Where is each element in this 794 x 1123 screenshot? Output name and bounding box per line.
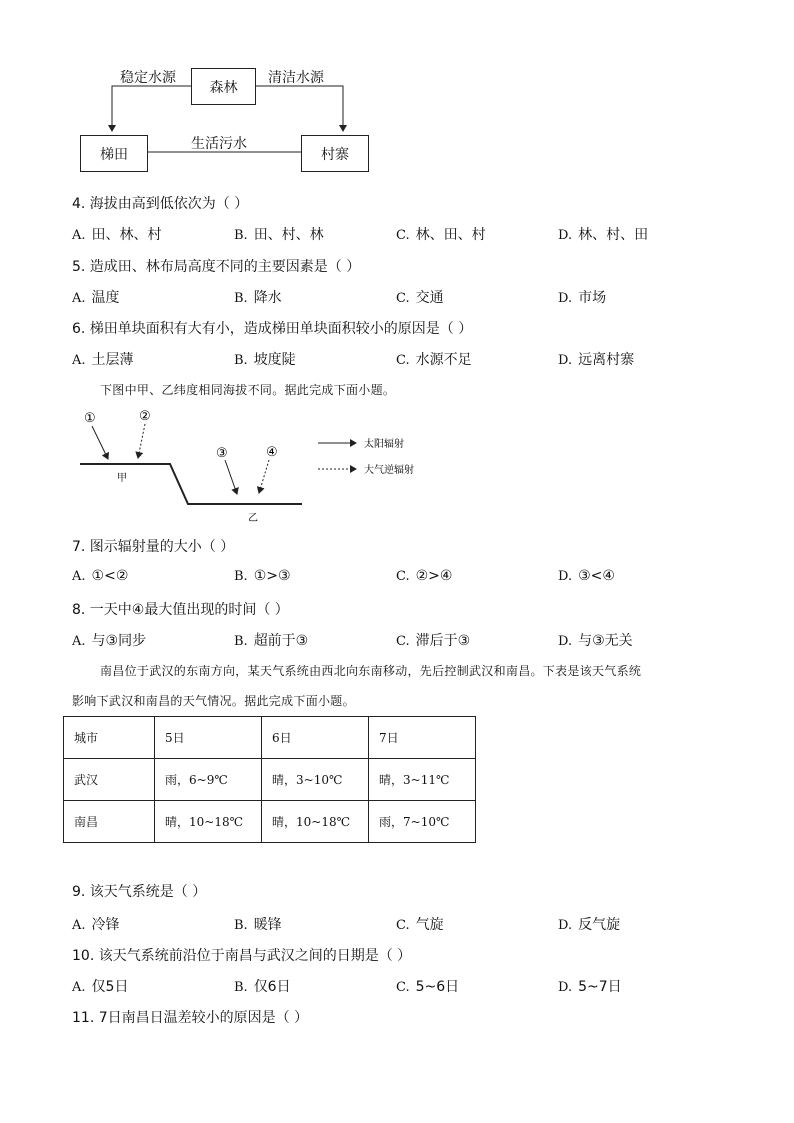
option-letter: C. bbox=[396, 634, 410, 649]
option-text: 林、村、田 bbox=[578, 227, 649, 243]
option-text: 仅5日 bbox=[91, 979, 129, 995]
option-letter: D. bbox=[558, 980, 573, 995]
cell-city: 南昌 bbox=[64, 801, 155, 843]
question-10-option-b[interactable] bbox=[234, 976, 291, 996]
cell-city: 武汉 bbox=[64, 759, 155, 801]
option-letter: D. bbox=[558, 634, 573, 649]
option-letter: B. bbox=[234, 353, 248, 368]
question-6-stem: 6. 梯田单块面积有大有小，造成梯田单块面积较小的原因是（ ） bbox=[72, 321, 473, 337]
edge-label-stable-water: 稳定水源 bbox=[120, 70, 176, 86]
question-7-option-d[interactable] bbox=[558, 568, 615, 584]
radiation-diagram-svg bbox=[0, 0, 460, 540]
question-8-stem: 8. 一天中④最大值出现的时间（ ） bbox=[72, 602, 289, 618]
edge-label-clean-water: 清洁水源 bbox=[268, 70, 324, 86]
place-jia: 甲 bbox=[117, 473, 127, 484]
option-text: 水源不足 bbox=[415, 352, 472, 368]
question-8-option-a[interactable] bbox=[72, 630, 146, 650]
cell-weather: 晴，10~18℃ bbox=[262, 801, 369, 843]
option-letter: C. bbox=[396, 228, 410, 243]
question-8-option-b[interactable] bbox=[234, 630, 308, 650]
question-10-stem: 10. 该天气系统前沿位于南昌与武汉之间的日期是（ ） bbox=[72, 948, 412, 964]
table-row bbox=[64, 759, 476, 801]
option-text: 交通 bbox=[415, 290, 444, 306]
option-letter: A. bbox=[72, 291, 86, 306]
question-11-stem: 11. 7日南昌日温差较小的原因是（ ） bbox=[72, 1010, 309, 1026]
question-9-option-d[interactable] bbox=[558, 914, 620, 934]
option-letter: A. bbox=[72, 634, 86, 649]
header-day-7: 7日 bbox=[369, 717, 476, 759]
question-9-option-a[interactable] bbox=[72, 914, 120, 934]
mark-3: ③ bbox=[216, 446, 228, 461]
option-text: 市场 bbox=[578, 290, 607, 306]
option-letter: A. bbox=[72, 353, 86, 368]
option-text: 气旋 bbox=[415, 917, 444, 933]
table-row bbox=[64, 801, 476, 843]
option-text: 远离村寨 bbox=[578, 352, 635, 368]
option-text: 暖锋 bbox=[253, 917, 282, 933]
option-letter: B. bbox=[234, 569, 248, 584]
option-letter: B. bbox=[234, 980, 248, 995]
option-letter: B. bbox=[234, 634, 248, 649]
edge-label-sewage: 生活污水 bbox=[191, 136, 247, 152]
mark-1: ① bbox=[84, 411, 96, 426]
option-letter: B. bbox=[234, 228, 248, 243]
mark-4: ④ bbox=[266, 445, 278, 460]
cell-weather: 晴，3~10℃ bbox=[262, 759, 369, 801]
option-letter: B. bbox=[234, 291, 248, 306]
question-7-option-c[interactable] bbox=[396, 568, 452, 584]
terrace-label: 梯田 bbox=[100, 146, 128, 163]
option-letter: A. bbox=[72, 569, 86, 584]
solar-arrow-3 bbox=[225, 460, 237, 494]
option-text: 滞后于③ bbox=[415, 633, 471, 649]
forest-label: 森林 bbox=[209, 79, 238, 96]
weather-table bbox=[63, 716, 476, 843]
option-text: 超前于③ bbox=[253, 633, 309, 649]
option-letter: C. bbox=[396, 353, 410, 368]
header-city: 城市 bbox=[64, 717, 155, 759]
legend-counter-label: 大气逆辐射 bbox=[364, 465, 414, 476]
option-text: 与③无关 bbox=[578, 633, 633, 649]
option-text: ③<④ bbox=[578, 568, 615, 584]
option-text: 反气旋 bbox=[578, 917, 621, 933]
radiation-intro: 下图中甲、乙纬度相同海拔不同。据此完成下面小题。 bbox=[100, 383, 396, 397]
question-9-option-c[interactable] bbox=[396, 914, 444, 934]
question-7-option-b[interactable] bbox=[234, 568, 291, 584]
option-text: 土层薄 bbox=[91, 352, 134, 368]
option-letter: D. bbox=[558, 353, 573, 368]
legend-solar-label: 太阳辐射 bbox=[364, 439, 404, 450]
cell-weather: 雨，7~10℃ bbox=[369, 801, 476, 843]
question-4-stem: 4. 海拔由高到低依次为（ ） bbox=[72, 196, 249, 212]
header-day-5: 5日 bbox=[155, 717, 262, 759]
option-text: 田、林、村 bbox=[91, 227, 162, 243]
terrain-profile bbox=[80, 464, 302, 504]
cell-weather: 雨，6~9℃ bbox=[155, 759, 262, 801]
question-7-stem: 7. 图示辐射量的大小（ ） bbox=[72, 539, 235, 555]
option-text: ①>③ bbox=[253, 568, 291, 584]
cell-weather: 晴，10~18℃ bbox=[155, 801, 262, 843]
weather-intro-line-2: 影响下武汉和南昌的天气情况。据此完成下面小题。 bbox=[72, 694, 355, 708]
option-text: 冷锋 bbox=[91, 917, 120, 933]
question-10-option-c[interactable] bbox=[396, 976, 459, 996]
option-text: 田、村、林 bbox=[253, 227, 324, 243]
question-5-stem: 5. 造成田、林布局高度不同的主要因素是（ ） bbox=[72, 259, 361, 275]
question-8-option-d[interactable] bbox=[558, 630, 633, 650]
option-letter: A. bbox=[72, 228, 86, 243]
option-text: ②>④ bbox=[415, 568, 453, 584]
solar-arrow-1 bbox=[92, 426, 108, 459]
option-letter: C. bbox=[396, 569, 410, 584]
option-text: 降水 bbox=[253, 290, 282, 306]
counter-arrow-4 bbox=[259, 460, 269, 493]
option-letter: C. bbox=[396, 291, 410, 306]
option-letter: D. bbox=[558, 569, 573, 584]
option-letter: C. bbox=[396, 918, 410, 933]
option-text: ①<② bbox=[91, 568, 129, 584]
weather-intro-line-1: 南昌位于武汉的东南方向，某天气系统由西北向东南移动，先后控制武汉和南昌。下表是该天气系统 bbox=[100, 664, 642, 678]
option-letter: D. bbox=[558, 228, 573, 243]
option-text: 仅6日 bbox=[253, 979, 291, 995]
header-day-6: 6日 bbox=[262, 717, 369, 759]
option-text: 温度 bbox=[91, 290, 120, 306]
option-text: 5~6日 bbox=[415, 979, 460, 995]
question-10-option-a[interactable] bbox=[72, 976, 128, 996]
question-6-option-d[interactable] bbox=[558, 349, 634, 369]
option-letter: D. bbox=[558, 918, 573, 933]
counter-arrow-2 bbox=[138, 424, 145, 458]
village-label: 村寨 bbox=[321, 146, 349, 163]
question-9-option-b[interactable] bbox=[234, 914, 282, 934]
option-letter: A. bbox=[72, 980, 86, 995]
option-letter: D. bbox=[558, 291, 573, 306]
option-text: 坡度陡 bbox=[253, 352, 296, 368]
cell-weather: 晴，3~11℃ bbox=[369, 759, 476, 801]
question-4-option-d[interactable] bbox=[558, 224, 648, 244]
question-7-option-a[interactable] bbox=[72, 568, 128, 584]
question-10-option-d[interactable] bbox=[558, 976, 622, 996]
option-text: 与③同步 bbox=[91, 633, 147, 649]
option-text: 5~7日 bbox=[578, 979, 622, 995]
option-letter: A. bbox=[72, 918, 86, 933]
option-letter: C. bbox=[396, 980, 410, 995]
question-8-option-c[interactable] bbox=[396, 630, 470, 650]
place-yi: 乙 bbox=[248, 513, 258, 524]
mark-2: ② bbox=[139, 409, 151, 424]
option-letter: B. bbox=[234, 918, 248, 933]
table-header-row bbox=[64, 717, 476, 759]
question-9-stem: 9. 该天气系统是（ ） bbox=[72, 884, 207, 900]
question-5-option-d[interactable] bbox=[558, 287, 606, 307]
option-text: 林、田、村 bbox=[415, 227, 486, 243]
